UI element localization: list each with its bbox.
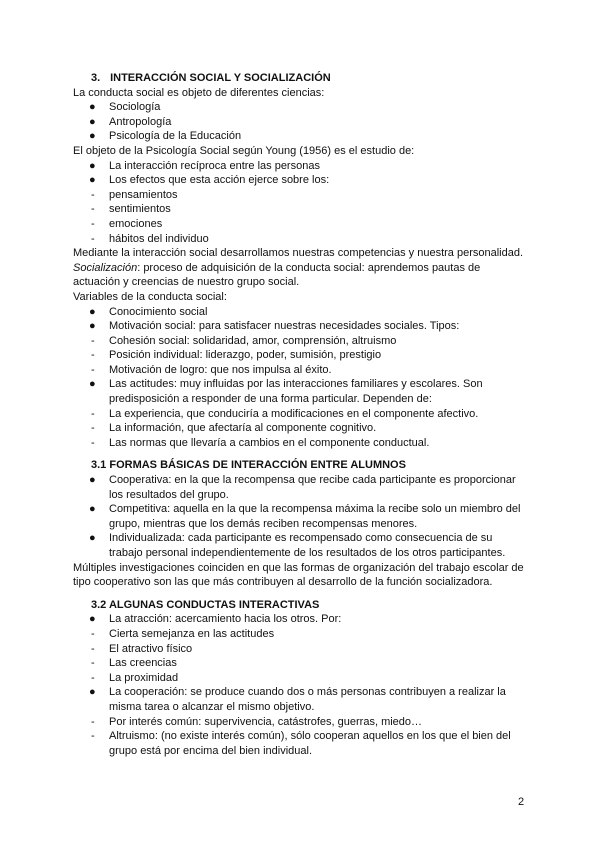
paragraph: El objeto de la Psicología Social según Young (1956) es el estudio de: [73, 144, 415, 157]
list-item: ● Competitiva: aquella en la que la recompensa máxima la recibe solo un miembro del [89, 503, 521, 516]
bullet-marker: ● [89, 101, 96, 114]
paragraph: Socialización: proceso de adquisición de la conducta social: aprendemos pautas de [73, 261, 481, 274]
paragraph: Variables de la conducta social: [73, 290, 227, 303]
dash-item: - Posición individual: liderazgo, poder, sumisión, prestigio [91, 349, 382, 362]
paragraph: La conducta social es objeto de diferentes ciencias: [73, 86, 325, 99]
dash-item: - hábitos del individuo [91, 232, 209, 245]
list-item: ● La atracción: acercamiento hacia los otros. Por: [89, 613, 342, 626]
list-item: ● Los efectos que esta acción ejerce sobre los: [89, 174, 330, 187]
bullet-marker: ● [89, 532, 96, 545]
bullet-marker: ● [89, 305, 96, 318]
bullet-marker: ● [89, 174, 96, 187]
dash-marker: - [91, 627, 95, 640]
list-item: ● Antropología [89, 115, 172, 128]
list-item-continuation: los resultados del grupo. [109, 488, 229, 501]
socializacion-term: Socialización [73, 261, 138, 274]
dash-marker: - [91, 363, 95, 376]
list-item: ● Motivación social: para satisfacer nuestras necesidades sociales. Tipos: [89, 320, 460, 333]
bullet-marker: ● [89, 378, 96, 391]
bullet-marker: ● [89, 686, 96, 699]
list-item-continuation: misma tarea o alcanzar el mismo objetivo. [109, 700, 315, 713]
dash-item: - La información, que afectaría al componente cognitivo. [91, 422, 377, 435]
dash-marker: - [91, 436, 95, 449]
list-item-continuation: predisposición a responder de una forma particular. Dependen de: [109, 393, 432, 406]
dash-item: - sentimientos [91, 203, 171, 216]
paragraph: Múltiples investigaciones coinciden en que las formas de organización del trabajo escolar de [73, 561, 524, 574]
dash-item: - Altruismo: (no existe interés común), sólo cooperan aquellos en los que el bien del [91, 730, 511, 743]
list-item: ● Individualizada: cada participante es recompensado como consecuencia de su [89, 532, 493, 545]
list-item: ● La interacción recíproca entre las personas [89, 159, 320, 172]
dash-marker: - [91, 671, 95, 684]
dash-marker: - [91, 642, 95, 655]
dash-marker: - [91, 657, 95, 670]
list-item-continuation: grupo está por encima del bien individual. [109, 744, 313, 757]
section-3-heading [73, 71, 528, 86]
list-item: ● Cooperativa: en la que la recompensa que recibe cada participante es proporcionar [89, 474, 516, 487]
dash-marker: - [91, 217, 95, 230]
dash-marker: - [91, 422, 95, 435]
list-item: ● La cooperación: se produce cuando dos o más personas contribuyen a realizar la [89, 686, 506, 699]
dash-item: - Las normas que llevaría a cambios en el componente conductual. [91, 436, 430, 449]
bullet-marker: ● [89, 159, 96, 172]
dash-marker: - [91, 715, 95, 728]
section-3-1-heading: 3.1 FORMAS BÁSICAS DE INTERACCIÓN ENTRE ALUMNOS [91, 459, 406, 472]
dash-item: - La experiencia, que conduciría a modificaciones en el componente afectivo. [91, 407, 479, 420]
bullet-marker: ● [89, 503, 96, 516]
paragraph: tipo cooperativo son las que más contribuyen al desarrollo de la función socializadora. [73, 576, 493, 589]
dash-marker: - [91, 349, 95, 362]
bullet-marker: ● [89, 115, 96, 128]
dash-marker: - [91, 730, 95, 743]
dash-item: - Motivación de logro: que nos impulsa al éxito. [91, 363, 332, 376]
list-item: ● Las actitudes: muy influidas por las interacciones familiares y escolares. Son [89, 378, 483, 391]
list-item: ● Conocimiento social [89, 305, 208, 318]
list-item: ● Psicología de la Educación [89, 130, 242, 143]
dash-marker: - [91, 407, 95, 420]
page-number: 2 [518, 796, 525, 808]
dash-item: - El atractivo físico [91, 642, 193, 655]
dash-item: - emociones [91, 217, 163, 230]
paragraph: Mediante la interacción social desarrollamos nuestras competencias y nuestra personalidad. [73, 247, 524, 260]
dash-marker: - [91, 334, 95, 347]
bullet-marker: ● [89, 130, 96, 143]
dash-item: - pensamientos [91, 188, 178, 201]
paragraph: actuación y creencias de nuestro grupo social. [73, 276, 300, 289]
dash-marker: - [91, 188, 95, 201]
document-page [73, 71, 528, 758]
bullet-marker: ● [89, 613, 96, 626]
list-item-continuation: grupo, mientras que los demás reciben recompensas menores. [109, 517, 418, 530]
dash-item: - Las creencias [91, 657, 177, 670]
list-item-continuation: trabajo personal independientemente de los resultados de los otros participantes. [109, 547, 506, 559]
list-item: ● Sociología [89, 101, 161, 114]
dash-marker: - [91, 203, 95, 216]
bullet-marker: ● [89, 474, 96, 487]
bullet-marker: ● [89, 320, 96, 333]
section-3-number: 3. [91, 72, 101, 84]
section-3-2-heading: 3.2 ALGUNAS CONDUCTAS INTERACTIVAS [91, 598, 320, 611]
dash-item: - Cohesión social: solidaridad, amor, comprensión, altruismo [91, 334, 397, 347]
dash-item: - La proximidad [91, 671, 179, 684]
dash-marker: - [91, 232, 95, 245]
dash-item: - Por interés común: supervivencia, catástrofes, guerras, miedo… [91, 715, 423, 728]
section-3-title: INTERACCIÓN SOCIAL Y SOCIALIZACIÓN [110, 72, 331, 84]
dash-item: - Cierta semejanza en las actitudes [91, 627, 275, 640]
